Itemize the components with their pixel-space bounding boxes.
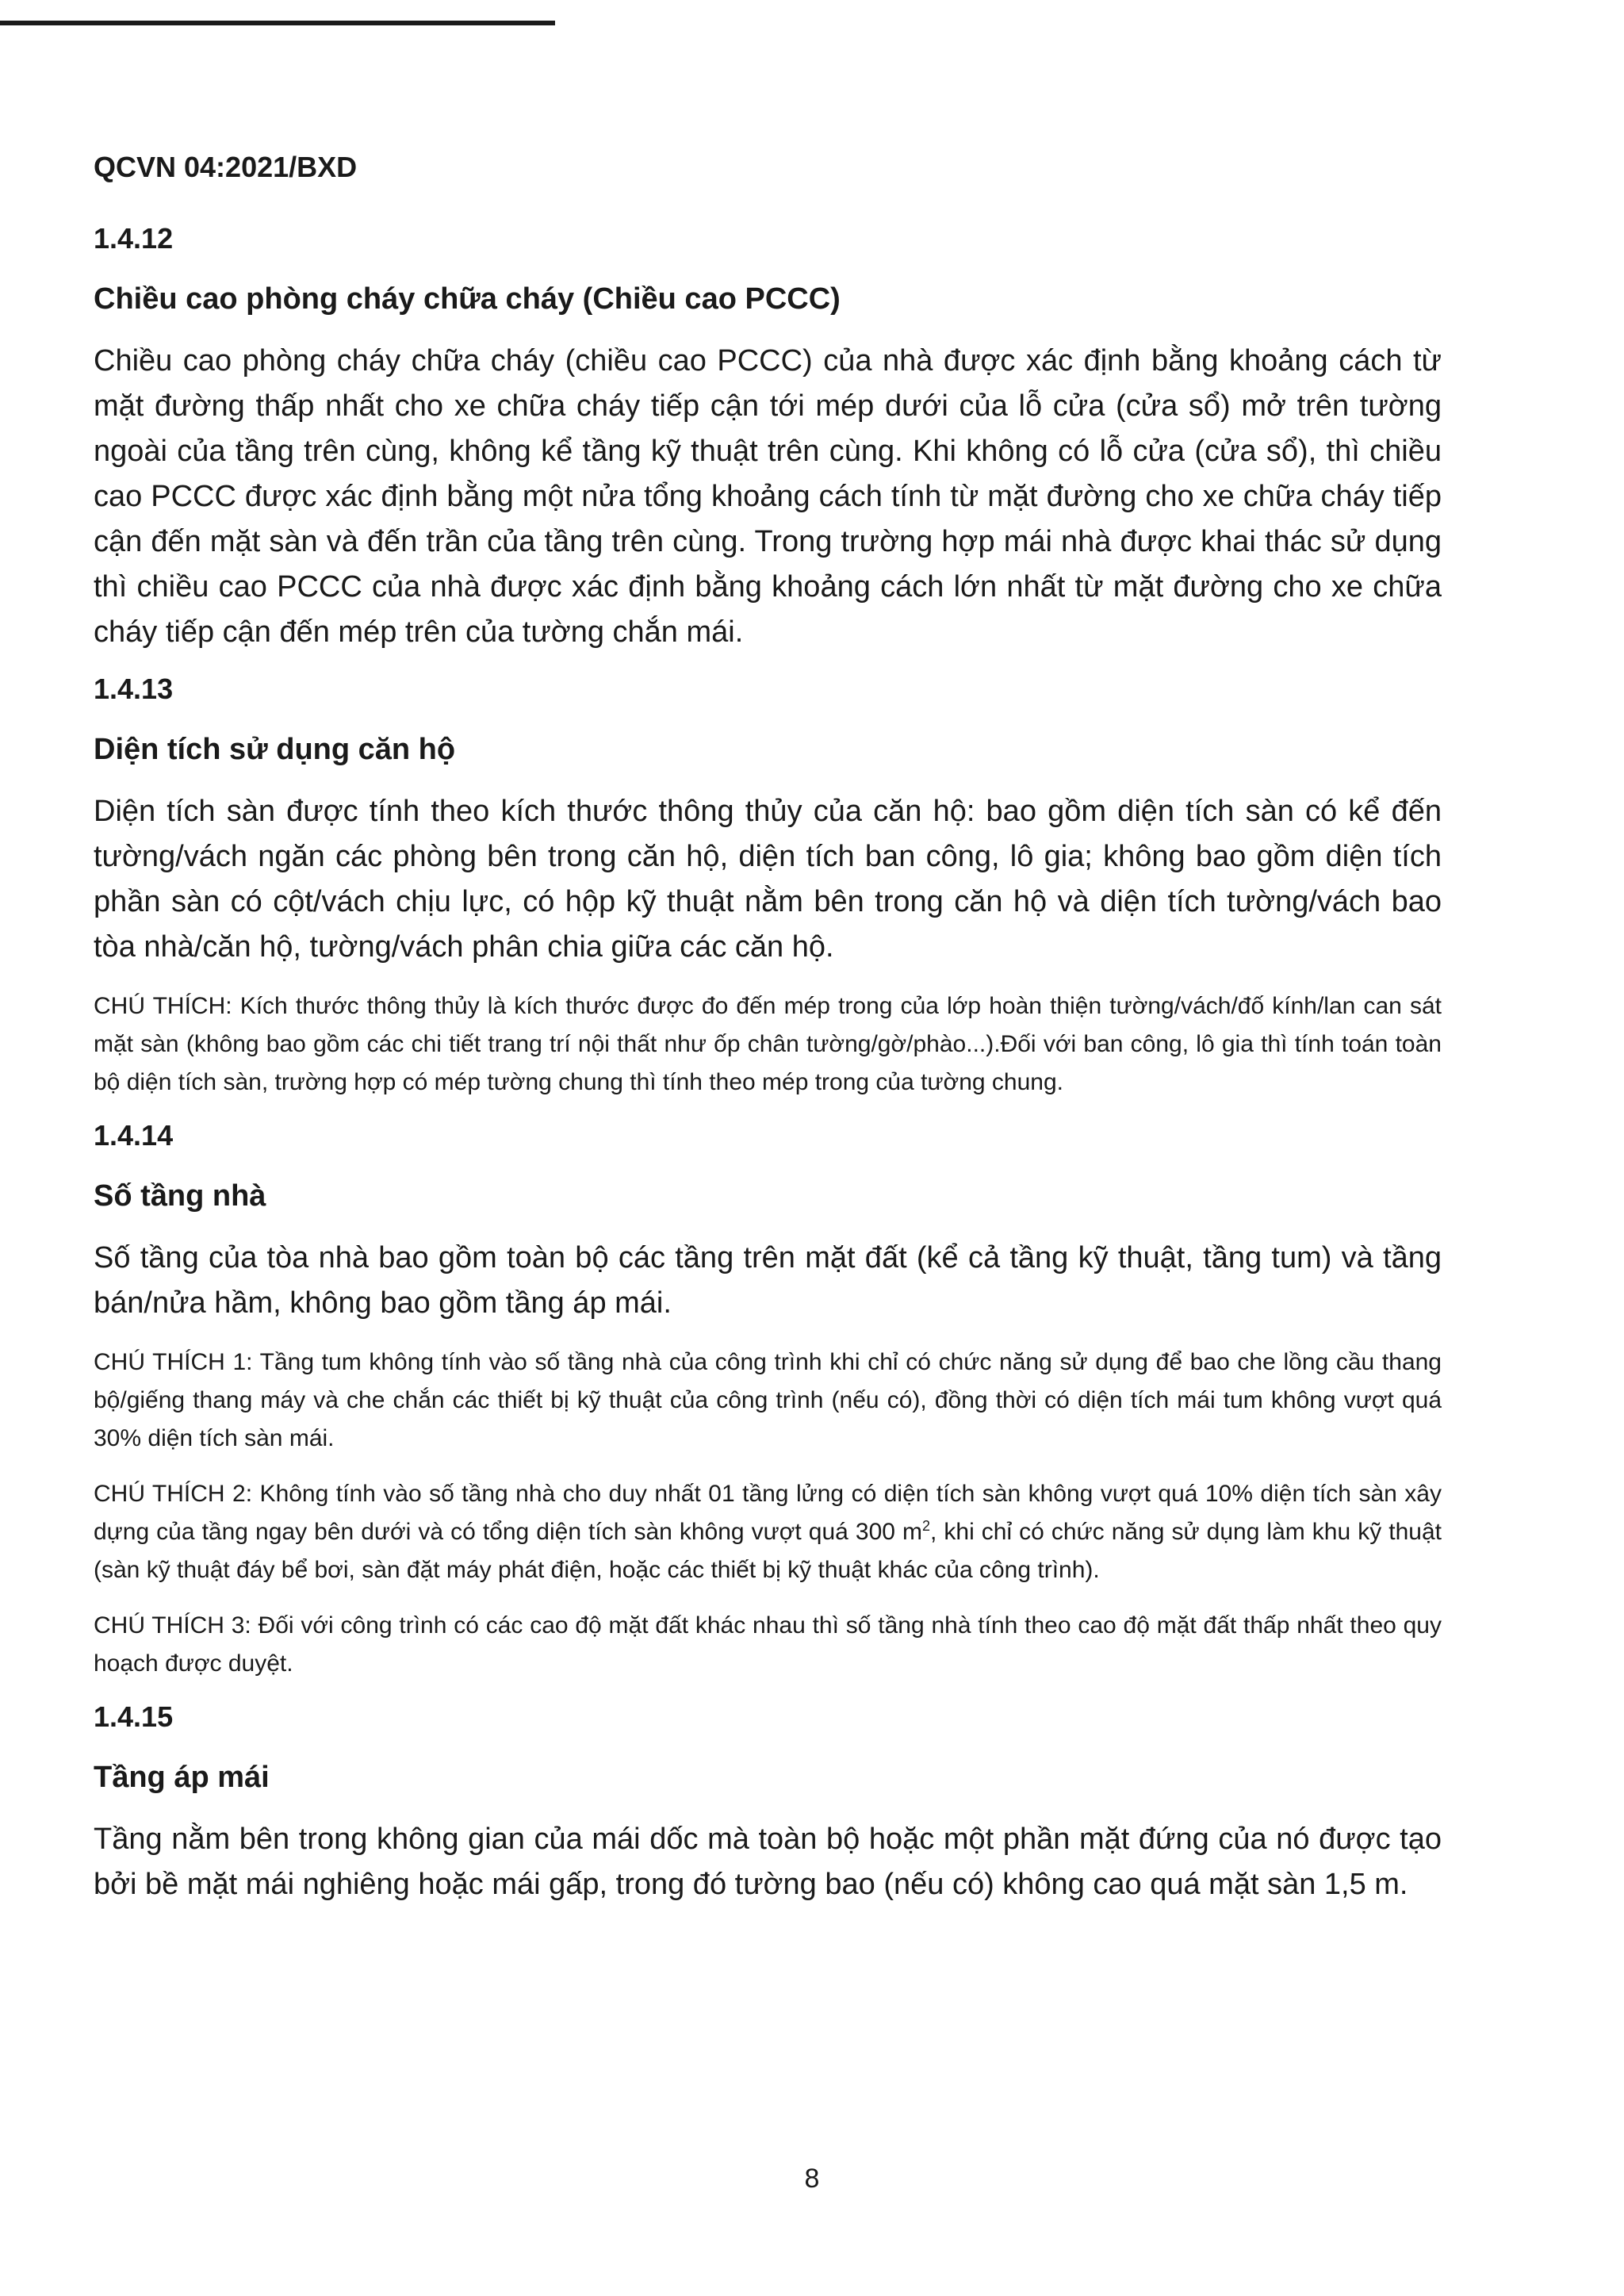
document-code: QCVN 04:2021/BXD xyxy=(94,151,358,183)
section-title: Diện tích sử dụng căn hộ xyxy=(94,733,456,766)
section-title: Tầng áp mái xyxy=(94,1761,270,1794)
section-number: 1.4.12 xyxy=(94,222,174,255)
section-body: Tầng nằm bên trong không gian của mái dốc mà toàn bộ hoặc một phần mặt đứng của nó được tạo bởi bề mặt mái nghiêng hoặc mái gấp, trong đó tường bao (nếu có) không cao quá mặt sàn 1,5 m. xyxy=(94,1823,1442,1901)
section-note-2 xyxy=(94,1475,1442,1589)
note-2-text-start: CHÚ THÍCH 2: Không tính vào số tầng nhà cho duy nhất 01 tầng lửng có diện tích sàn không vượt quá 10% diện tích sàn xây dựng của tầng ngay bên dưới và có tổng diện tích sàn không vượt quá 300 m xyxy=(94,1481,1442,1545)
section-number: 1.4.14 xyxy=(94,1119,174,1152)
section-body: Chiều cao phòng cháy chữa cháy (chiều cao PCCC) của nhà được xác định bằng khoảng cách từ mặt đường thấp nhất cho xe chữa cháy tiếp cận tới mép dưới của lỗ cửa (cửa sổ) mở trên tường ngoài của tầng trên cùng, không kể tầng kỹ thuật trên cùng. Khi không có lỗ cửa (cửa sổ), thì chiều cao PCCC được xác định bằng một nửa tổng khoảng cách tính từ mặt đường cho xe chữa cháy tiếp cận đến mặt sàn và đến trần của tầng trên cùng. Trong trường hợp mái nhà được khai thác sử dụng thì chiều cao PCCC của nhà được xác định bằng khoảng cách lớn nhất từ mặt đường cho xe chữa cháy tiếp cận đến mép trên của tường chắn mái. xyxy=(94,344,1442,649)
top-rule xyxy=(0,21,555,25)
section-title: Số tầng nhà xyxy=(94,1179,266,1213)
note-2-text-end: , khi chỉ có chức năng sử dụng làm khu kỹ thuật (sàn kỹ thuật đáy bể bơi, sàn đặt máy phát điện, hoặc các thiết bị kỹ thuật khác của công trình). xyxy=(94,1519,1442,1583)
section-number: 1.4.13 xyxy=(94,673,174,705)
section-title: Chiều cao phòng cháy chữa cháy (Chiều cao PCCC) xyxy=(94,282,841,316)
section-note-3: CHÚ THÍCH 3: Đối với công trình có các cao độ mặt đất khác nhau thì số tầng nhà tính theo cao độ mặt đất thấp nhất theo quy hoạch được duyệt. xyxy=(94,1612,1442,1677)
section-number: 1.4.15 xyxy=(94,1700,174,1733)
section-body: Diện tích sàn được tính theo kích thước thông thủy của căn hộ: bao gồm diện tích sàn có kể đến tường/vách ngăn các phòng bên trong căn hộ, diện tích ban công, lô gia; không bao gồm diện tích phần sàn có cột/vách chịu lực, có hộp kỹ thuật nằm bên trong căn hộ và diện tích tường/vách bao tòa nhà/căn hộ, tường/vách phân chia giữa các căn hộ. xyxy=(94,795,1442,964)
section-note-1: CHÚ THÍCH 1: Tầng tum không tính vào số tầng nhà của công trình khi chỉ có chức năng sử dụng để bao che lồng cầu thang bộ/giếng thang máy và che chắn các thiết bị kỹ thuật của công trình (nếu có), đồng thời có diện tích mái tum không vượt quá 30% diện tích sàn mái. xyxy=(94,1349,1442,1451)
section-body: Số tầng của tòa nhà bao gồm toàn bộ các tầng trên mặt đất (kể cả tầng kỹ thuật, tầng tum) và tầng bán/nửa hầm, không bao gồm tầng áp mái. xyxy=(94,1241,1442,1320)
document-page xyxy=(94,151,1442,1925)
superscript-2: 2 xyxy=(921,1518,930,1534)
page-number: 8 xyxy=(804,2164,820,2194)
section-note: CHÚ THÍCH: Kích thước thông thủy là kích thước được đo đến mép trong của lớp hoàn thiện tường/vách/đố kính/lan can sát mặt sàn (không bao gồm các chi tiết trang trí nội thất như ốp chân tường/gờ/phào...).Đối với ban công, lô gia thì tính toán toàn bộ diện tích sàn, trường hợp có mép tường chung thì tính theo mép trong của tường chung. xyxy=(94,993,1442,1095)
